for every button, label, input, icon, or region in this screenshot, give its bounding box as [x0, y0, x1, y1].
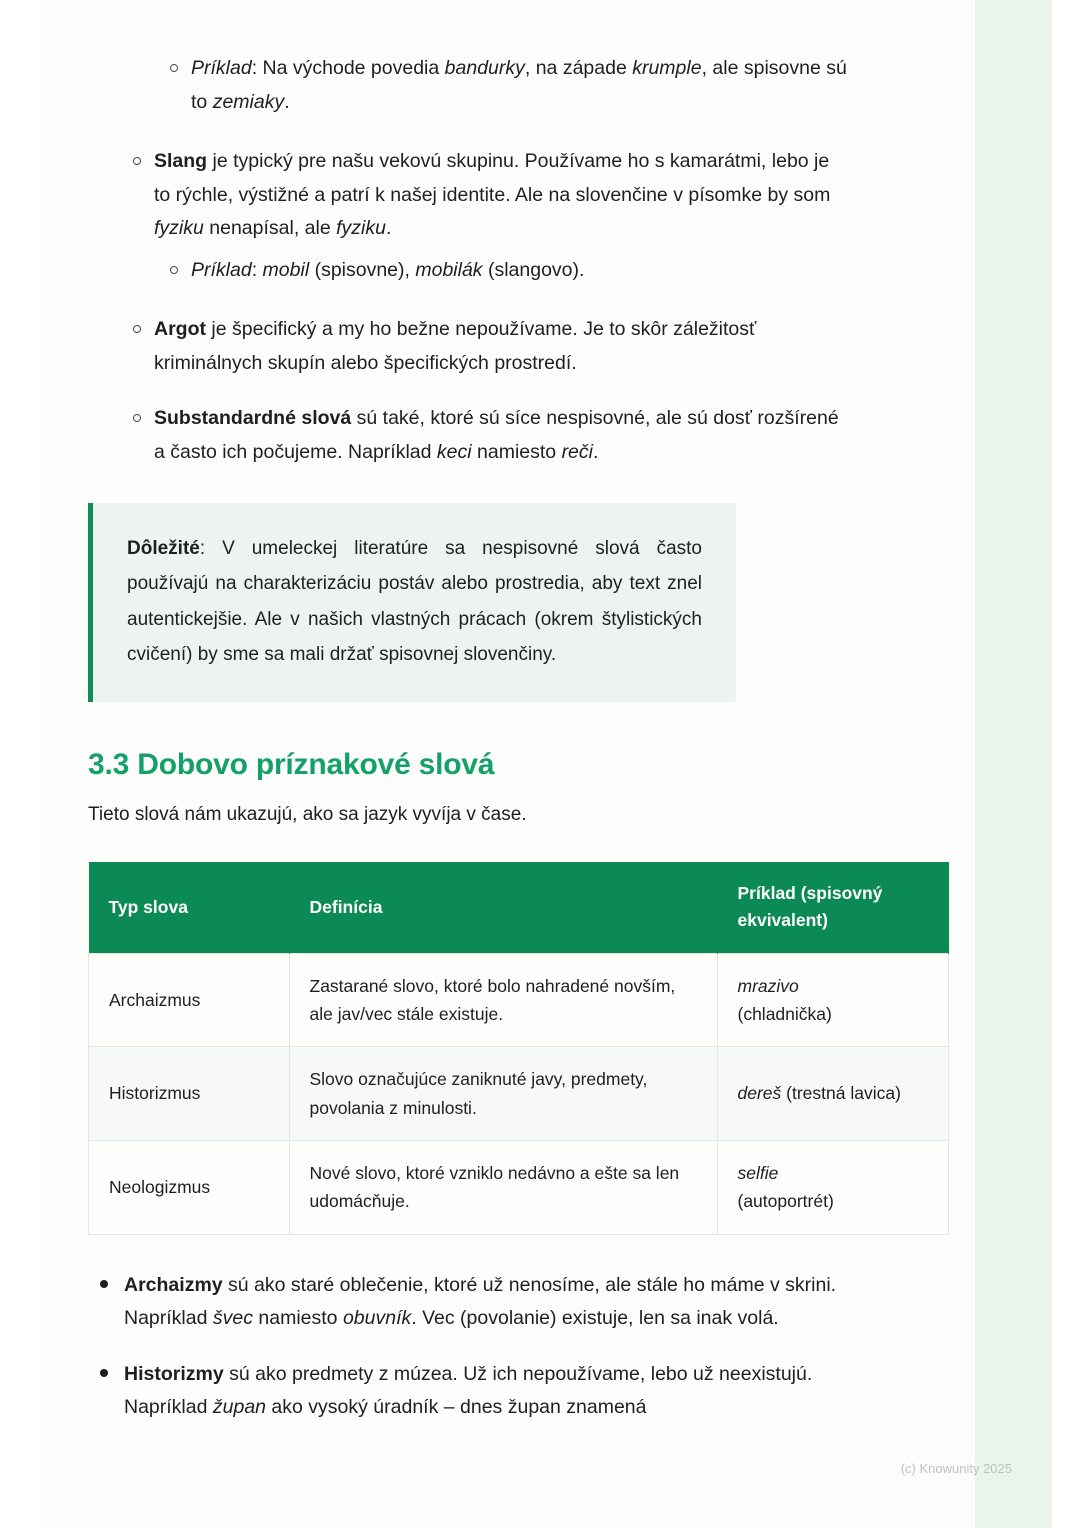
slang-em-1: fyziku	[154, 217, 204, 240]
cell-example	[717, 1140, 948, 1234]
table-header-definition: Definícia	[289, 862, 717, 953]
cell-definition: Zastarané slovo, ktoré bolo nahradené novším, ale jav/vec stále existuje.	[289, 953, 717, 1047]
example-em-1: bandurky	[444, 57, 525, 79]
list-item	[88, 402, 848, 469]
page-title: 3.3 Dobovo príznakové slová	[88, 747, 495, 781]
left-margin	[0, 0, 38, 1528]
example-label: Príklad	[191, 57, 252, 79]
table-row	[89, 953, 949, 1047]
document-content	[88, 0, 901, 1528]
hollow-bullet-icon	[133, 414, 141, 422]
table-row	[89, 1140, 949, 1234]
callout-text: : V umeleckej literatúre sa nespisovné slová často používajú na charakterizáciu postáv alebo prostredia, aby text znel autentickejšie. Ale v našich vlastných prácach (okrem štylistických cvičení) by sme sa mali držať spisovnej slovenčiny.	[127, 538, 702, 665]
archaizmy-body-2: namiesto	[252, 1307, 343, 1330]
substandard-em-1: keci	[436, 440, 472, 463]
cell-example-em: mrazivo	[737, 975, 799, 996]
list-item	[88, 145, 848, 246]
cell-definition: Slovo označujúce zaniknuté javy, predmety, povolania z minulosti.	[289, 1047, 717, 1141]
table-header-type: Typ slova	[89, 862, 290, 953]
cell-example-em: selfie	[737, 1162, 779, 1183]
term-substandard: Substandardné slová	[154, 407, 352, 430]
cell-example-rest: (autoportrét)	[737, 1191, 834, 1212]
example-text-2: , na západe	[524, 57, 633, 79]
right-edge-strip	[1052, 0, 1080, 1528]
table-row	[89, 1047, 949, 1141]
slang-example-text-2: (spisovne),	[309, 258, 416, 281]
example-text-1: : Na východe povedia	[251, 57, 445, 79]
word-types-table	[88, 862, 949, 1234]
list-item	[88, 254, 848, 288]
cell-example	[717, 953, 948, 1047]
table-header-row	[89, 862, 949, 953]
term-argot: Argot	[154, 318, 206, 341]
slang-body-3: .	[385, 217, 392, 240]
cell-definition: Nové slovo, ktoré vzniklo nedávno a ešte sa len udomácňuje.	[289, 1140, 717, 1234]
slang-example-em-2: mobilák	[415, 258, 483, 281]
list-item	[88, 313, 848, 380]
term-slang: Slang	[154, 150, 208, 173]
historizmy-body-1: sú ako predmety z múzea. Už ich nepoužívame, lebo už neexistujú. Napríklad	[124, 1362, 813, 1419]
hollow-bullet-icon	[133, 157, 141, 165]
hollow-bullet-icon	[133, 325, 141, 333]
slang-em-2: fyziku	[336, 217, 386, 240]
table-header-example: Príklad (spisovný ekvivalent)	[717, 862, 948, 953]
slang-example-text-1: :	[251, 258, 263, 281]
section-intro: Tieto slová nám ukazujú, ako sa jazyk vyvíja v čase.	[88, 803, 527, 825]
cell-example-em: dereš	[737, 1083, 782, 1104]
cell-type: Neologizmus	[89, 1140, 290, 1234]
solid-bullet-icon	[100, 1280, 108, 1288]
historizmy-body-2: ako vysoký úradník – dnes župan znamená	[266, 1396, 647, 1419]
slang-body-2: nenapísal, ale	[203, 217, 337, 240]
archaizmy-em-1: švec	[212, 1307, 253, 1330]
example-em-3: zemiaky	[212, 90, 285, 113]
term-historizmy: Historizmy	[124, 1362, 224, 1385]
right-side-strip	[975, 0, 1080, 1528]
cell-example-rest: (chladnička)	[737, 1003, 832, 1024]
slang-body-1: je typický pre našu vekovú skupinu. Používame ho s kamarátmi, lebo je to rýchle, výstižné a patrí k našej identite. Ale na slovenčine v písomke by som	[154, 150, 831, 206]
slang-example-label: Príklad	[191, 258, 252, 281]
cell-type: Archaizmus	[89, 953, 290, 1047]
list-item	[88, 1269, 848, 1336]
argot-body: je špecifický a my ho bežne nepoužívame. Je to skôr záležitosť kriminálnych skupín alebo špecifických prostredí.	[154, 318, 757, 374]
list-item	[88, 1358, 848, 1425]
substandard-body-1: sú také, ktoré sú síce nespisovné, ale sú dosť rozšírené a často ich počujeme. Napríklad	[154, 407, 839, 463]
cell-example	[717, 1047, 948, 1141]
callout-important	[88, 503, 736, 702]
substandard-body-3: .	[592, 440, 599, 463]
solid-bullet-icon	[100, 1369, 108, 1377]
archaizmy-em-2: obuvník	[342, 1307, 412, 1330]
hollow-bullet-icon	[170, 266, 178, 274]
historizmy-em-1: župan	[212, 1396, 267, 1419]
substandard-body-2: namiesto	[471, 440, 562, 463]
callout-label: Dôležité	[127, 538, 200, 560]
footer-credit: (c) Knowunity 2025	[900, 1461, 1012, 1476]
substandard-em-2: reči	[561, 440, 593, 463]
archaizmy-body-3: . Vec (povolanie) existuje, len sa inak volá.	[411, 1307, 779, 1330]
term-archaizmy: Archaizmy	[124, 1273, 223, 1296]
example-em-2: krumple	[632, 57, 702, 79]
hollow-bullet-icon	[170, 64, 178, 72]
list-item	[88, 52, 848, 119]
cell-example-rest: (trestná lavica)	[781, 1083, 901, 1104]
archaizmy-body-1: sú ako staré oblečenie, ktoré už nenosíme, ale stále ho máme v skrini. Napríklad	[124, 1273, 837, 1330]
slang-example-text-3: (slangovo).	[482, 258, 585, 281]
example-text-3: , ale spisovne sú to	[191, 57, 847, 113]
example-text-4: .	[284, 90, 290, 113]
slang-example-em-1: mobil	[262, 258, 310, 281]
cell-type: Historizmus	[89, 1047, 290, 1141]
